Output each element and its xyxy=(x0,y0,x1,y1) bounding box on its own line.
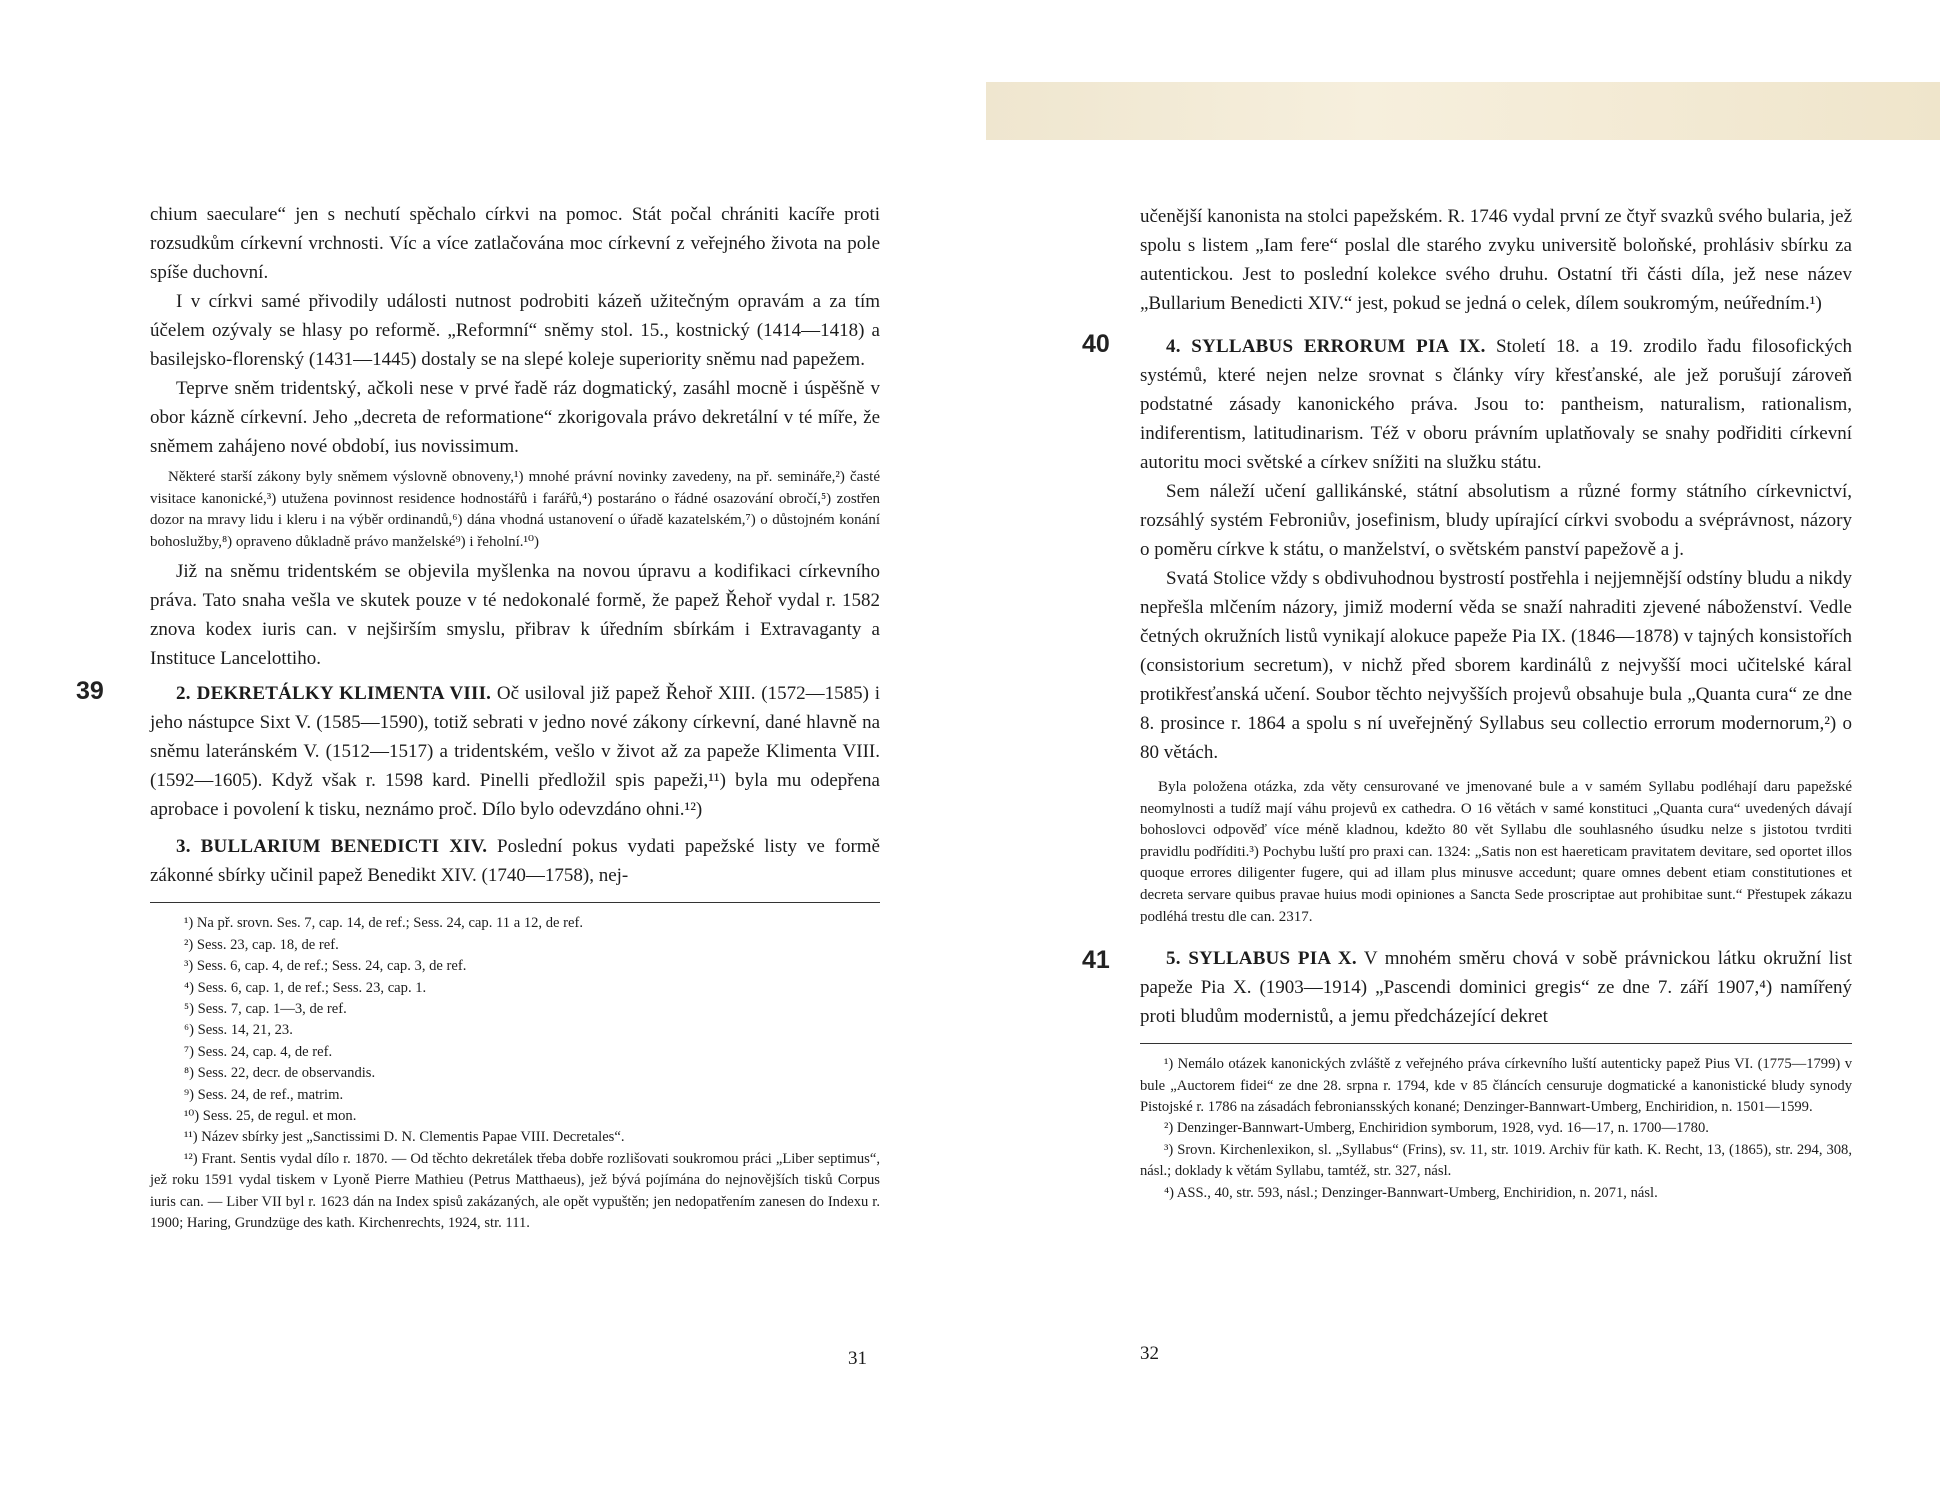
section-3-heading: 3. BULLARIUM BENEDICTI XIV. xyxy=(176,836,488,858)
footnote: ⁸) Sess. 22, decr. de observandis. xyxy=(184,1065,376,1082)
section-39-text: Oč usiloval již papež Řehoř XIII. (1572—1585) i jeho nástupce Sixt V. (1585—1590), totiž sebrati v jedno nové zákony církevní, dané hlavně na sněmu lateránském V. (1512—1517) a tridentském, vešlo v život až za papeže Klimenta VIII. (1592—1605). Když však r. 1598 kard. Pinelli předložil spis papeži,¹¹) byla mu odepřena aprobace i povolení k tisku, neznámo proč. Dílo bylo odevzdáno ohni.¹²) xyxy=(150,683,880,821)
footnote: ⁹) Sess. 24, de ref., matrim. xyxy=(184,1086,344,1103)
right-small-paragraph: Byla položena otázka, zda věty censurované ve jmenované bule a v samém Syllabu podléhají daru papežské neomylnosti a tudíž mají váhu projevů ex cathedra. O 16 větách v samé konstituci „Quanta cura“ uvedených dávají bohoslovci odpověď více méně kladnou, kdežto 80 vět Syllabu dle souhlasného úsudku nelze s jistotou tvrditi pravidlu podříditi.³) Pochybu luští pro praxi can. 1324: „Satis non est haereticam pravitatem devitare, sed oportet illos quoque errores diligenter fugere, qui ad illam plus minusve accedunt; quare omnes debent etiam constitutiones et decreta servare quibus pravae huius modi opiniones a Sancta Sede proscriptae aut prohibitae sunt.“ Přestupek zákazu podléhá trestu dle can. 2317. xyxy=(1140,779,1852,925)
footnote: ¹⁰) Sess. 25, de regul. et mon. xyxy=(184,1108,357,1125)
left-text-column xyxy=(76,200,880,1234)
section-41-paragraph xyxy=(1140,944,1852,1031)
footnote: ¹¹) Název sbírky jest „Sanctissimi D. N. Clementis Papae VIII. Decretales“. xyxy=(184,1129,625,1146)
page-number-right: 32 xyxy=(1140,1343,1159,1364)
section-40 xyxy=(1082,330,1852,477)
section-39-heading: 2. DEKRETÁLKY KLIMENTA VIII. xyxy=(176,683,492,705)
section-3-text: Poslední pokus vydati papežské listy ve formě zákonné sbírky učinil papež Benedikt XIV. (1740—1758), nej- xyxy=(150,836,880,887)
right-footnotes xyxy=(1140,1054,1852,1204)
margin-number-41: 41 xyxy=(1082,946,1110,975)
left-paragraph-4: Již na sněmu tridentském se objevila myšlenka na novou úpravu a kodifikaci církevního práva. Tato snaha vešla ve skutek pouze v té nedokonalé formě, že papež Řehoř vydal r. 1582 znova kodex iuris can. v nejširším smyslu, přibrav k úředním sbírkám i Extravaganty a Instituce Lancelottiho. xyxy=(150,561,880,670)
footnote: ³) Sess. 6, cap. 4, de ref.; Sess. 24, cap. 3, de ref. xyxy=(184,958,467,975)
left-paragraph-2: I v církvi samé přivodily události nutnost podrobiti kázeň užitečným opravám a za tím účelem ozývaly se hlasy po reformě. „Reformní“ sněmy stol. 15., kostnický (1414—1418) a basilejsko-florenský (1431—1445) dostaly se na slepé koleje superiority sněmu nad papežem. xyxy=(150,291,880,370)
right-paragraph-1: učenější kanonista na stolci papežském. R. 1746 vydal první ze čtyř svazků svého bularia, jež spolu s listem „Iam fere“ poslal dle starého zvyku universitě boloňské, prohlásiv sbírku za autentickou. Jest to poslední kolekce svého druhu. Ostatní tři části díla, jež nese název „Bullarium Benedicti XIV.“ jest, pokud se jedná o celek, dílem soukromým, neúředním.¹) xyxy=(1140,206,1852,314)
section-39 xyxy=(76,677,880,824)
footnote: ⁵) Sess. 7, cap. 1—3, de ref. xyxy=(184,1001,347,1017)
right-page xyxy=(980,0,1960,1500)
footnote: ³) Srovn. Kirchenlexikon, sl. „Syllabus“ (Frins), sv. 11, str. 1019. Archiv für kath. K. Recht, 13, (1865), str. 294, 308, násl.; doklady k větám Syllabu, tamtéž, str. 327, násl. xyxy=(1140,1141,1852,1180)
margin-number-39: 39 xyxy=(76,677,104,706)
footnote: ⁴) Sess. 6, cap. 1, de ref.; Sess. 23, cap. 1. xyxy=(184,979,427,996)
section-40-paragraph xyxy=(1140,332,1852,477)
section-3 xyxy=(150,832,880,890)
left-paragraph-1: chium saeculare“ jen s nechutí spěchalo církvi na pomoc. Stát počal chrániti kacíře proti rozsudkům církevní vrchnosti. Víc a více zatlačována moc církevní z veřejného života na pole spíše duchovní. xyxy=(150,204,880,283)
section-41-text: V mnohém směru chová v sobě právnickou látku okružní list papeže Pia X. (1903—1914) „Pascendi dominici gregis“ ze dne 7. září 1907,⁴) namířený proti bludům modernistů, a jemu předcházející dekret xyxy=(1140,948,1852,1028)
right-paragraph-3: Svatá Stolice vždy s obdivuhodnou bystrostí postřehla i nejjemnější odstíny bludu a nikdy nepřešla mlčením názory, jimiž moderní věda se snaží nahraditi zjevené náboženství. Vedle četných okružních listů vynikají alokuce papeže Pia IX. (1846—1878) v tajných konsistořích (consistorium secretum), v nichž před sborem kardinálů z nejvyšší moci učitelské káral protikřesťanská učení. Soubor těchto nejvyšších projevů obsahuje bula „Quanta cura“ ze dne 8. prosince r. 1864 a spolu s ní uveřejněný Syllabus seu collectio errorum modernorum,²) o 80 větách. xyxy=(1140,568,1852,763)
left-small-paragraph: Některé starší zákony byly sněmem výslovně obnoveny,¹) mnohé právní novinky zavedeny, na př. semináře,²) časté visitace kanonické,³) utužena povinnost residence hodnostářů i farářů,⁴) postaráno o řádné osazování obročí,⁵) zostřen dozor na mravy lidu i kleru i na výběr ordinandů,⁶) dána vhodná ustanovení o úřadě kazatelském,⁷) o důstojném konání bohoslužby,⁸) opraveno důkladně právo manželské⁹) i řeholní.¹⁰) xyxy=(150,469,880,550)
section-41 xyxy=(1082,944,1852,1031)
footnote: ⁶) Sess. 14, 21, 23. xyxy=(184,1022,293,1039)
right-text-column xyxy=(1082,202,1852,1204)
left-footnote-rule xyxy=(150,902,880,903)
left-footnotes xyxy=(150,913,880,1234)
right-footnote-rule xyxy=(1140,1043,1852,1044)
section-40-text: Století 18. a 19. zrodilo řadu filosofických systémů, které nejen nelze srovnat s články víry křesťanské, ale jež porušují zároveň podstatné zásady kanonického práva. Jsou to: pantheism, naturalism, rationalism, indiferentism, latitudinarism. Též v oboru právním uplatňovaly se snahy podřiditi církevní autoritu moci světské a církev snížiti na služku státu. xyxy=(1140,336,1852,473)
scan-margin-strip xyxy=(986,82,1940,140)
footnote: ¹) Na př. srovn. Ses. 7, cap. 14, de ref.; Sess. 24, cap. 11 a 12, de ref. xyxy=(184,915,583,932)
section-40-heading: 4. SYLLABUS ERRORUM PIA IX. xyxy=(1166,336,1486,357)
section-3-paragraph xyxy=(150,832,880,890)
section-41-heading: 5. SYLLABUS PIA X. xyxy=(1166,948,1357,970)
footnote: ¹²) Frant. Sentis vydal dílo r. 1870. — Od těchto dekretálek třeba dobře rozlišovati soukromou práci „Liber septimus“, jež roku 1591 vydal tiskem v Lyoně Pierre Mathieu (Petrus Matthaeus), jež bývá pojímána do nejnovějších tisků Corpus iuris can. — Liber VII byl r. 1623 dán na Index spisů zakázaných, ale opět vypuštěn; jen nedopatřením zanesen do Indexu r. 1900; Haring, Grundzüge des kath. Kirchenrechts, 1924, str. 111. xyxy=(150,1150,880,1232)
footnote: ²) Sess. 23, cap. 18, de ref. xyxy=(184,936,339,953)
left-paragraph-3: Teprve sněm tridentský, ačkoli nese v prvé řadě ráz dogmatický, zasáhl mocně i úspěšně v obor kázně církevní. Jeho „decreta de reformatione“ zkorigovala právo dekretální v té míře, že sněmem zahájeno nové období, ius novissimum. xyxy=(150,378,880,457)
footnote: ¹) Nemálo otázek kanonických zvláště z veřejného práva církevního luští autenticky papež Pius VI. (1775—1799) v bule „Auctorem fidei“ ze dne 28. srpna r. 1794, kde v 85 článcích censuruje dogmatické a kanonistické bludy synody Pistojské r. 1786 na zásadách febroniansských konané; Denzinger-Bannwart-Umberg, Enchiridion, n. 1501—1599. xyxy=(1140,1056,1852,1115)
section-39-paragraph xyxy=(150,679,880,824)
footnote: ²) Denzinger-Bannwart-Umberg, Enchiridion symborum, 1928, vyd. 16—17, n. 1700—1780. xyxy=(1164,1120,1709,1137)
footnote: ⁷) Sess. 24, cap. 4, de ref. xyxy=(184,1043,333,1060)
footnote: ⁴) ASS., 40, str. 593, násl.; Denzinger-Bannwart-Umberg, Enchiridion, n. 2071, násl. xyxy=(1164,1184,1658,1201)
right-paragraph-2: Sem náleží učení gallikánské, státní absolutism a různé formy státního církevnictví, rozsáhlý systém Febroniův, josefinism, bludy upírající církvi svobodu a svéprávnost, názory o poměru církve k státu, o manželství, o světském panství papežově a j. xyxy=(1140,481,1852,560)
margin-number-40: 40 xyxy=(1082,330,1110,358)
page-number-left: 31 xyxy=(848,1348,867,1369)
